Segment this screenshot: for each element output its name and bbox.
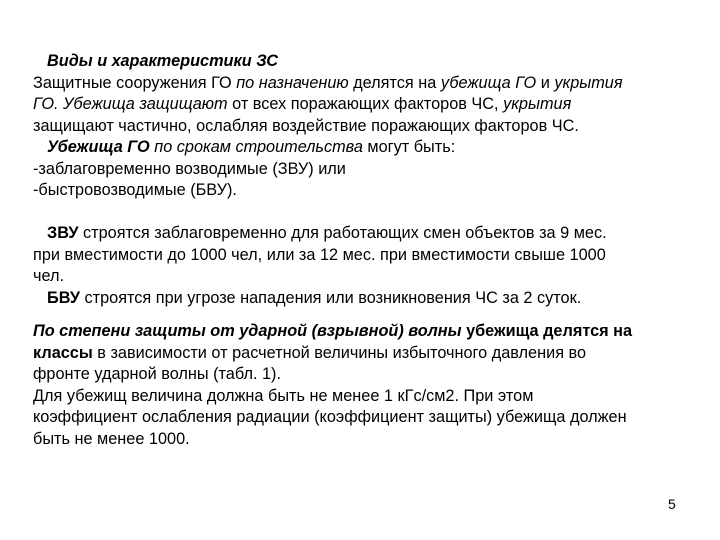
text-run: строятся заблаговременно для работающих смен объектов за 9 мес. [78, 224, 607, 242]
paragraph-line: Для убежищ величина должна быть не менее 1 кГс/см2. При этом [33, 386, 534, 405]
list-item: -заблаговременно возводимые (ЗВУ) или [33, 159, 346, 178]
text-run: Убежища ГО [47, 138, 150, 156]
text-run: укрытия [503, 95, 572, 113]
paragraph-line: фронте ударной волны (табл. 1). [33, 365, 281, 383]
paragraph-line [33, 137, 703, 159]
text-run: По степени защиты от ударной (взрывной) волны [33, 322, 462, 340]
text-run: по назначению [236, 73, 349, 92]
paragraph-line [33, 223, 703, 245]
paragraph-line: при вместимости до 1000 чел, или за 12 мес. при вместимости свыше 1000 [33, 245, 606, 264]
text-run: ГО. Убежища защищают [33, 95, 228, 113]
paragraph-line: чел. [33, 267, 65, 285]
text-run: в зависимости от расчетной величины избыточного давления во [92, 343, 587, 362]
text-run: от всех поражающих факторов ЧС, [227, 95, 504, 113]
spacer [33, 202, 703, 224]
text-run: Защитные сооружения ГО [33, 73, 237, 92]
text-run: строятся при угрозе нападения или возникновения ЧС за 2 суток. [79, 288, 582, 307]
paragraph-line: быть не менее 1000. [33, 429, 190, 448]
page-number: 5 [668, 496, 676, 512]
list-item: -быстровозводимые (БВУ). [33, 181, 237, 199]
paragraph-line [33, 321, 703, 343]
text-run: по срокам строительства [149, 138, 363, 156]
text-run: могут быть: [362, 138, 456, 156]
paragraph-line [33, 288, 703, 310]
title-text: Виды и характеристики ЗС [47, 52, 279, 70]
text-run: укрытия [554, 73, 623, 92]
paragraph-line [33, 343, 703, 365]
paragraph-line [33, 73, 703, 95]
slide-body [33, 51, 703, 450]
bvu-label: БВУ [47, 288, 80, 307]
zvu-label: ЗВУ [47, 224, 79, 242]
paragraph-line: коэффициент ослабления радиации (коэффициент защиты) убежища должен [33, 408, 627, 426]
text-run: классы [33, 343, 93, 362]
text-run: делятся на [348, 73, 441, 92]
paragraph-line: защищают частично, ослабляя воздействие поражающих факторов ЧС. [33, 116, 579, 135]
paragraph-line [33, 94, 703, 116]
text-run: убежища делятся на [461, 322, 633, 340]
slide-title [33, 51, 703, 73]
text-run: и [536, 73, 555, 92]
spacer [33, 309, 703, 321]
text-run: убежища ГО [440, 73, 537, 92]
